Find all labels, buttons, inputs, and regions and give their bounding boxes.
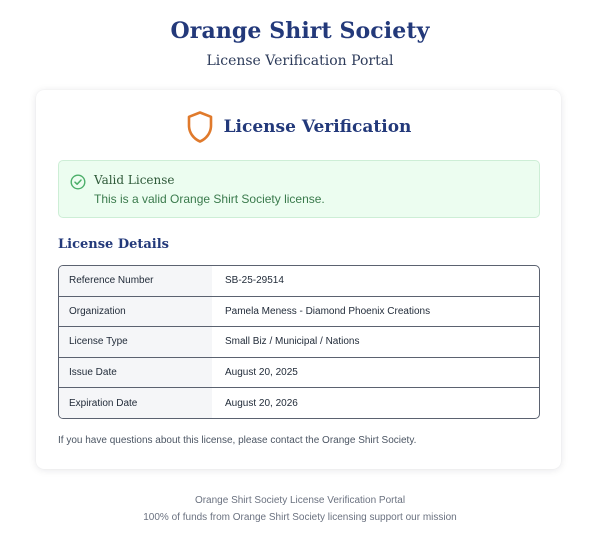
footer-line-1: Orange Shirt Society License Verification Portal — [194, 495, 406, 506]
valid-license-alert — [58, 160, 540, 218]
table-row — [59, 358, 539, 389]
shield-icon — [186, 110, 214, 144]
verification-card — [36, 90, 561, 469]
footer-line-2: 100% of funds from Orange Shirt Society licensing support our mission — [143, 512, 457, 523]
table-row — [59, 297, 539, 328]
table-row — [59, 327, 539, 358]
organization-value: Pamela Meness - Diamond Phoenix Creations — [225, 305, 431, 317]
reference-number-value: SB-25-29514 — [225, 275, 284, 287]
license-details-table — [58, 265, 540, 419]
contact-note: If you have questions about this license, please contact the Orange Shirt Society. — [58, 435, 417, 446]
site-subtitle: License Verification Portal — [206, 53, 394, 69]
table-row — [59, 266, 539, 297]
site-footer — [0, 492, 600, 526]
license-type-value: Small Biz / Municipal / Nations — [225, 336, 360, 348]
card-title: License Verification — [223, 117, 412, 137]
alert-message: This is a valid Orange Shirt Society license. — [94, 192, 325, 206]
section-title: License Details — [58, 237, 170, 252]
site-title: Orange Shirt Society — [170, 18, 430, 44]
table-row — [59, 388, 539, 419]
expiration-date-value: August 20, 2026 — [225, 398, 298, 410]
alert-title: Valid License — [94, 173, 175, 187]
card-heading — [36, 110, 561, 144]
license-type-label: License Type — [59, 327, 212, 357]
organization-label: Organization — [59, 297, 212, 327]
reference-number-label: Reference Number — [59, 266, 212, 296]
issue-date-label: Issue Date — [59, 358, 212, 388]
check-circle-icon — [70, 174, 86, 190]
site-header — [0, 0, 600, 70]
issue-date-value: August 20, 2025 — [225, 367, 298, 379]
expiration-date-label: Expiration Date — [59, 388, 212, 419]
